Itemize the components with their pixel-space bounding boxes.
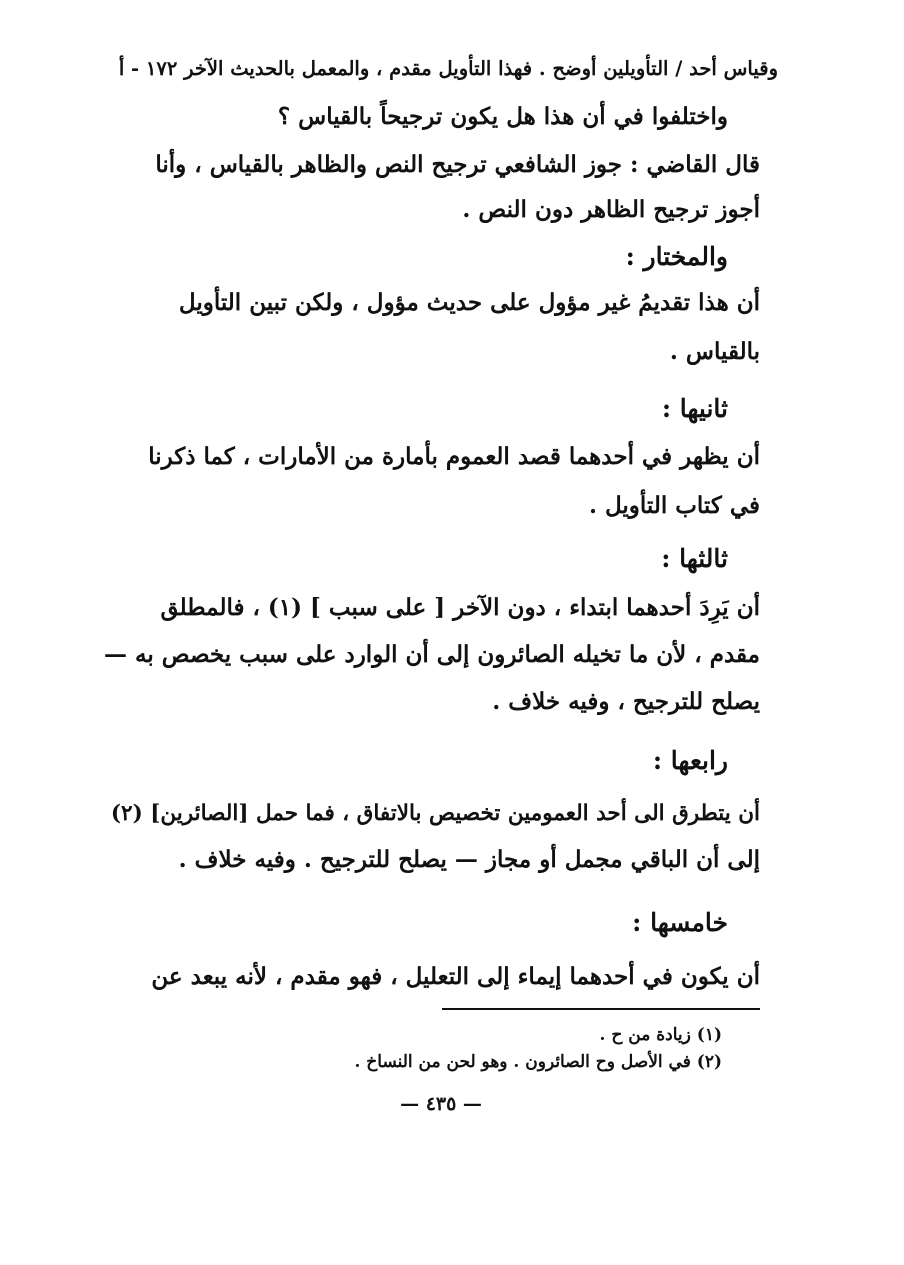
text-line: أن هذا تقديمُ غير مؤول على حديث مؤول ، ولكن تبين التأويل bbox=[178, 289, 760, 316]
text-line: واختلفوا في أن هذا هل يكون ترجيحاً بالقياس ؟ bbox=[277, 103, 728, 130]
text-line: أن يظهر في أحدهما قصد العموم بأمارة من الأمارات ، كما ذكرنا bbox=[148, 443, 760, 470]
text-line: أن يتطرق الى أحد العمومين تخصيص بالاتفاق ، فما حمل [الصائرين] (٢) bbox=[110, 801, 760, 826]
text-line: أن يكون في أحدهما إيماء إلى التعليل ، فهو مقدم ، لأنه يبعد عن bbox=[151, 963, 760, 990]
section-heading: والمختار : bbox=[625, 242, 728, 271]
text-line: في كتاب التأويل . bbox=[588, 492, 760, 519]
text-line: إلى أن الباقي مجمل أو مجاز — يصلح للترجيح . وفيه خلاف . bbox=[178, 846, 760, 873]
section-heading: رابعها : bbox=[652, 746, 728, 775]
footnote: (٢) في الأصل وح الصائرون . وهو لحن من النساخ . bbox=[354, 1052, 722, 1072]
text-line: مقدم ، لأن ما تخيله الصائرون إلى أن الوارد على سبب يخصص به — bbox=[104, 641, 760, 668]
text-line: بالقياس . bbox=[669, 338, 760, 365]
text-line: يصلح للترجيح ، وفيه خلاف . bbox=[492, 688, 760, 715]
section-heading: خامسها : bbox=[632, 908, 728, 937]
section-heading: ثانيها : bbox=[661, 394, 728, 423]
footnote: (١) زيادة من ح . bbox=[599, 1025, 722, 1045]
page-number: — ٤٣٥ — bbox=[400, 1093, 482, 1115]
text-line: وقياس أحد / التأويلين أوضح . فهذا التأويل مقدم ، والمعمل بالحديث الآخر ١٧٢ - أ bbox=[118, 57, 778, 80]
text-line: أجوز ترجيح الظاهر دون النص . bbox=[462, 196, 760, 223]
section-heading: ثالثها : bbox=[661, 544, 728, 573]
footnote-divider bbox=[442, 1008, 760, 1010]
text-line: أن يَرِدَ أحدهما ابتداء ، دون الآخر [ على سبب ] (١) ، فالمطلق bbox=[160, 594, 760, 621]
text-line: قال القاضي : جوز الشافعي ترجيح النص والظاهر بالقياس ، وأنا bbox=[155, 151, 760, 178]
